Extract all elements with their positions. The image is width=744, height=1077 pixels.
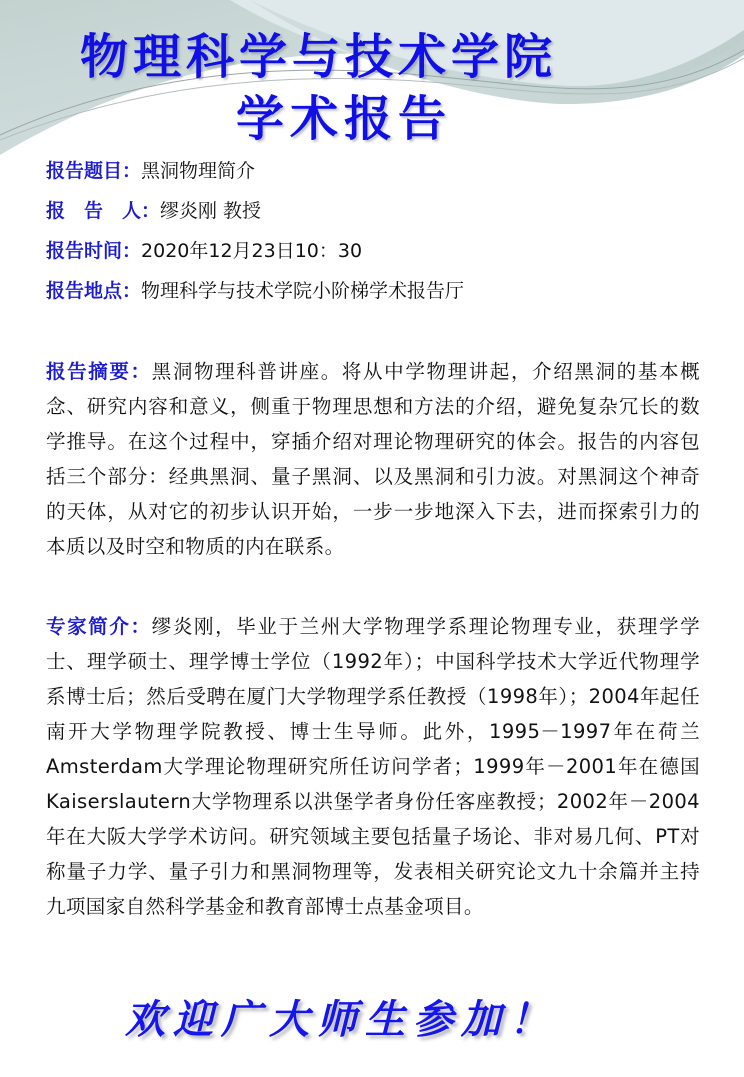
time-value: 2020年12月23日10：30 bbox=[141, 240, 363, 262]
abstract-label: 报告摘要： bbox=[46, 360, 152, 383]
report-info bbox=[46, 157, 464, 317]
report-title: 学术报告 bbox=[236, 91, 453, 147]
topic-value: 黑洞物理简介 bbox=[141, 160, 256, 182]
speaker-value: 缪炎刚 教授 bbox=[160, 200, 262, 222]
bio-section bbox=[46, 609, 700, 924]
speaker-row bbox=[46, 197, 464, 237]
location-value: 物理科学与技术学院小阶梯学术报告厅 bbox=[141, 280, 465, 302]
abstract-section bbox=[46, 354, 700, 564]
time-label: 报告时间： bbox=[46, 240, 142, 262]
college-title: 物理科学与技术学院 bbox=[80, 29, 558, 85]
bio-text: 缪炎刚，毕业于兰州大学物理学系理论物理专业，获理学学士、理学硕士、理学博士学位（1992年）；中国科学技术大学近代物理学系博士后；然后受聘在厦门大学物理学系任教授（1998年）；2004年起任南开大学物理学院教授、博士生导师。此外，1995－1997年在荷兰Amsterdam大学理论物理研究所任访问学者；1999年－2001年在德国Kaiserslautern大学物理系以洪堡学者身份任客座教授；2002年－2004年在大阪大学学术访问。研究领域主要包括量子场论、非对易几何、PT对称量子力学、量子引力和黑洞物理等，发表相关研究论文九十余篇并主持九项国家自然科学基金和教育部博士点基金项目。 bbox=[46, 615, 700, 918]
location-label: 报告地点： bbox=[46, 280, 142, 302]
location-row bbox=[46, 277, 464, 317]
speaker-label: 报 告 人： bbox=[46, 200, 161, 222]
topic-label: 报告题目： bbox=[46, 160, 142, 182]
time-row bbox=[46, 237, 464, 277]
welcome-banner: 欢迎广大师生参加！ bbox=[125, 997, 557, 1043]
bio-label: 专家简介： bbox=[46, 615, 152, 638]
abstract-text: 黑洞物理科普讲座。将从中学物理讲起，介绍黑洞的基本概念、研究内容和意义，侧重于物理思想和方法的介绍，避免复杂冗长的数学推导。在这个过程中，穿插介绍对理论物理研究的体会。报告的内容包括三个部分：经典黑洞、量子黑洞、以及黑洞和引力波。对黑洞这个神奇的天体，从对它的初步认识开始，一步一步地深入下去，进而探索引力的本质以及时空和物质的内在联系。 bbox=[46, 360, 700, 558]
topic-row bbox=[46, 157, 464, 197]
